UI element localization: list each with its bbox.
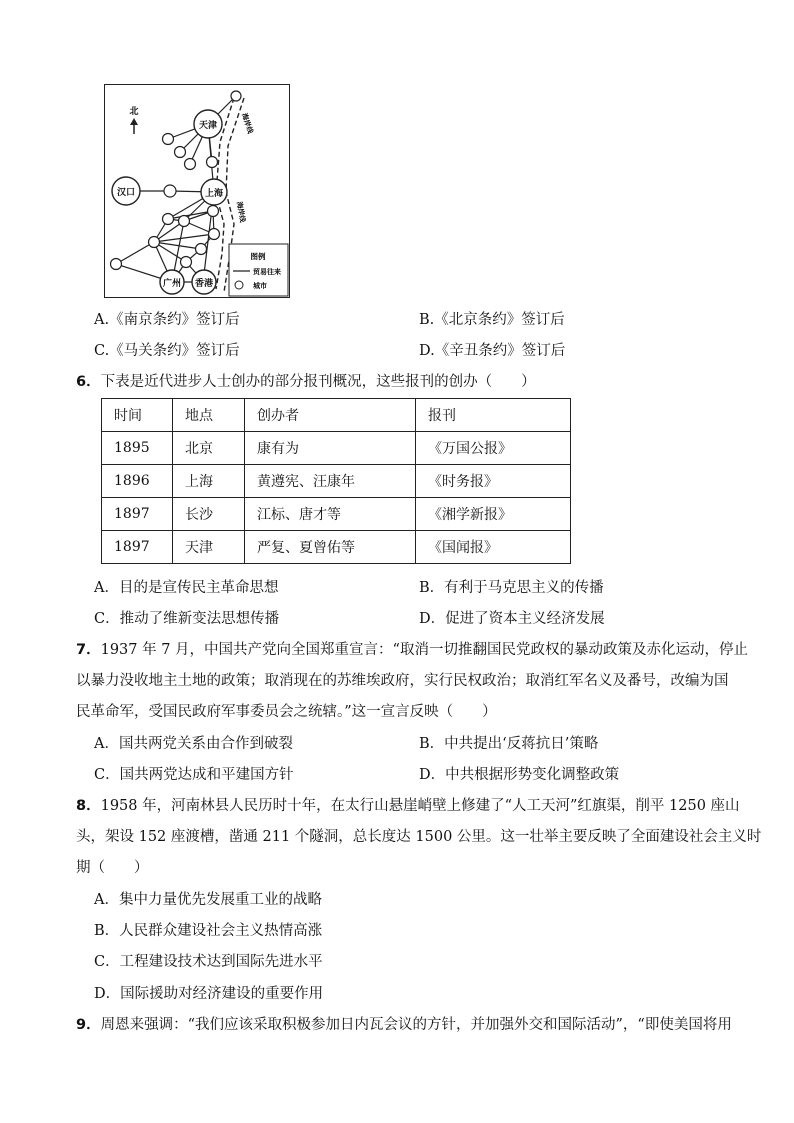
- q8-stem-line-2: 头，架设 152 座渡槽，凿通 211 个隧洞，总长度达 1500 公里。这一壮举主要反映了全面建设社会主义时: [76, 829, 762, 845]
- label-guangzhou: 广州: [162, 279, 182, 289]
- q6-option-b[interactable]: B．有利于马克思主义的传播: [419, 580, 604, 596]
- label-shanghai: 上海: [204, 189, 224, 199]
- cell-place: 北京: [173, 432, 245, 465]
- q7-number: 7．: [76, 642, 101, 658]
- q7-stem-line-3: 民革命军，受国民政府军事委员会之统辖。”这一宣言反映（ ）: [76, 704, 497, 720]
- table-header-row: [102, 399, 571, 432]
- q8-stem-line-1: [76, 796, 740, 816]
- q8-number: 8．: [76, 798, 101, 814]
- q8-option-b[interactable]: B．人民群众建设社会主义热情高涨: [94, 923, 323, 939]
- q7-option-c[interactable]: C．国共两党达成和平建国方针: [94, 767, 294, 783]
- q6-option-c[interactable]: C．推动了维新变法思想传播: [94, 611, 280, 627]
- legend-city: 城市: [253, 282, 267, 290]
- legend-title: 图例: [250, 252, 266, 261]
- cell-time: 1895: [102, 432, 173, 465]
- q7-option-b[interactable]: B．中共提出‘反蒋抗日’策略: [419, 736, 599, 752]
- table-row: [102, 498, 571, 531]
- q6-option-d[interactable]: D．促进了资本主义经济发展: [419, 611, 605, 627]
- coastline-label-top: 海岸线: [240, 112, 255, 135]
- cell-founder: 严复、夏曾佑等: [245, 531, 416, 564]
- cell-newspaper: 《时务报》: [416, 465, 571, 498]
- cell-newspaper: 《国闻报》: [416, 531, 571, 564]
- q6-option-a[interactable]: A．目的是宣传民主革命思想: [94, 580, 279, 596]
- q8-text-1: 1958 年，河南林县人民历时十年，在太行山悬崖峭壁上修建了“人工天河”红旗渠，削平 1250 座山: [100, 798, 740, 814]
- cell-time: 1897: [102, 498, 173, 531]
- cell-time: 1896: [102, 465, 173, 498]
- cell-newspaper: 《湘学新报》: [416, 498, 571, 531]
- cell-founder: 黄遵宪、汪康年: [245, 465, 416, 498]
- q5-option-b[interactable]: B.《北京条约》签订后: [419, 312, 565, 328]
- cell-newspaper: 《万国公报》: [416, 432, 571, 465]
- q6-stem: [76, 372, 536, 392]
- label-xianggang: 香港: [194, 279, 214, 289]
- trade-map: [104, 84, 290, 298]
- q6-text: 下表是近代进步人士创办的部分报刊概况，这些报刊的创办（ ）: [100, 374, 536, 390]
- q5-option-a[interactable]: A.《南京条约》签订后: [94, 312, 240, 328]
- coastline-label-mid: 海岸线: [235, 200, 247, 224]
- q8-option-a[interactable]: A．集中力量优先发展重工业的战略: [94, 892, 322, 908]
- label-hankou: 汉口: [116, 188, 136, 198]
- label-tianjin: 天津: [198, 121, 218, 131]
- q8-option-c[interactable]: C．工程建设技术达到国际先进水平: [94, 954, 323, 970]
- header-founder: 创办者: [245, 399, 416, 432]
- q6-number: 6．: [76, 374, 101, 390]
- q9-text-1: 周恩来强调：“我们应该采取积极参加日内瓦会议的方针，并加强外交和国际活动”，“即使美国将用: [100, 1017, 732, 1033]
- q7-stem-line-1: [76, 640, 748, 660]
- cell-time: 1897: [102, 531, 173, 564]
- q8-option-d[interactable]: D．国际援助对经济建设的重要作用: [94, 986, 324, 1002]
- newspaper-table: [101, 398, 571, 564]
- north-label: 北: [129, 107, 139, 117]
- q9-number: 9．: [76, 1017, 101, 1033]
- header-place: 地点: [173, 399, 245, 432]
- q5-option-d[interactable]: D.《辛丑条约》签订后: [419, 343, 566, 359]
- header-newspaper: 报刊: [416, 399, 571, 432]
- q7-option-a[interactable]: A．国共两党关系由合作到破裂: [94, 736, 293, 752]
- cell-founder: 康有为: [245, 432, 416, 465]
- q7-text-1: 1937 年 7 月，中国共产党向全国郑重宣言：“取消一切推翻国民党政权的暴动政策及赤化运动，停止: [100, 642, 748, 658]
- cell-place: 天津: [173, 531, 245, 564]
- table-row: [102, 432, 571, 465]
- city-circle-icon: [235, 281, 243, 289]
- q7-stem-line-2: 以暴力没收地主土地的政策；取消现在的苏维埃政府，实行民权政治；取消红军名义及番号，改编为国: [76, 673, 729, 689]
- legend-trade: 贸易往来: [253, 268, 281, 276]
- table-row: [102, 531, 571, 564]
- header-time: 时间: [102, 399, 173, 432]
- q5-option-c[interactable]: C.《马关条约》签订后: [94, 343, 240, 359]
- q9-stem-line-1: [76, 1015, 732, 1035]
- q7-option-d[interactable]: D．中共根据形势变化调整政策: [419, 767, 620, 783]
- cell-place: 长沙: [173, 498, 245, 531]
- q8-stem-line-3: 期（ ）: [76, 860, 149, 876]
- cell-founder: 江标、唐才等: [245, 498, 416, 531]
- cell-place: 上海: [173, 465, 245, 498]
- table-row: [102, 465, 571, 498]
